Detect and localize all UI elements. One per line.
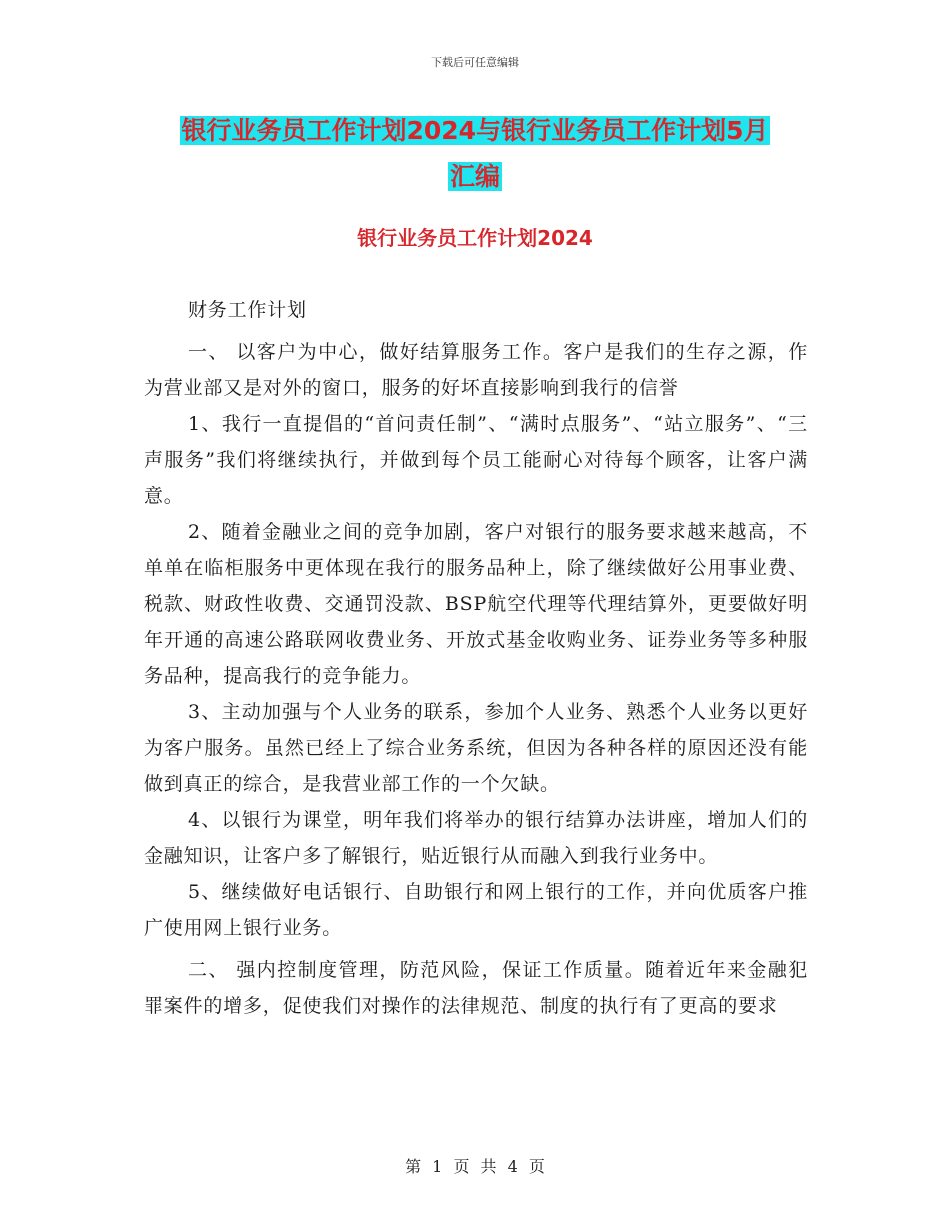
header-note: 下载后可任意编辑 xyxy=(431,56,519,69)
title-line-2: 汇编 xyxy=(449,162,500,191)
paragraph: 3、主动加强与个人业务的联系，参加个人业务、熟悉个人业务以更好为客户服务。虽然已经上了综合业务系统，但因为各种各样的原因还没有能做到真正的综合，是我营业部工作的一个欠缺。 xyxy=(144,701,808,795)
document-title xyxy=(140,108,810,200)
paragraph: 4、以银行为课堂，明年我们将举办的银行结算办法讲座，增加人们的金融知识，让客户多了解银行，贴近银行从而融入到我行业务中。 xyxy=(144,809,808,867)
document-body xyxy=(144,292,808,1024)
paragraph: 一、 以客户为中心，做好结算服务工作。客户是我们的生存之源，作为营业部又是对外的窗口，服务的好坏直接影响到我行的信誉 xyxy=(144,341,808,399)
paragraph-heading: 财务工作计划 xyxy=(188,299,307,321)
title-line-1: 银行业务员工作计划2024与银行业务员工作计划5月 xyxy=(181,116,769,145)
paragraph: 二、 强内控制度管理，防范风险，保证工作质量。随着近年来金融犯罪案件的增多，促使我们对操作的法律规范、制度的执行有了更高的要求 xyxy=(144,959,808,1017)
page-number: 第 1 页 共 4 页 xyxy=(405,1157,545,1176)
paragraph: 2、随着金融业之间的竞争加剧，客户对银行的服务要求越来越高，不单单在临柜服务中更体现在我行的服务品种上，除了继续做好公用事业费、税款、财政性收费、交通罚没款、BSP航空代理等代理结算外，更要做好明年开通的高速公路联网收费业务、开放式基金收购业务、证券业务等多种服务品种，提高我行的竞争能力。 xyxy=(144,521,808,687)
paragraph: 5、继续做好电话银行、自助银行和网上银行的工作，并向优质客户推广使用网上银行业务。 xyxy=(144,881,808,939)
section-title: 银行业务员工作计划2024 xyxy=(357,226,593,250)
paragraph: 1、我行一直提倡的“首问责任制”、“满时点服务”、“站立服务”、“三声服务”我们将继续执行，并做到每个员工能耐心对待每个顾客，让客户满意。 xyxy=(144,413,808,507)
